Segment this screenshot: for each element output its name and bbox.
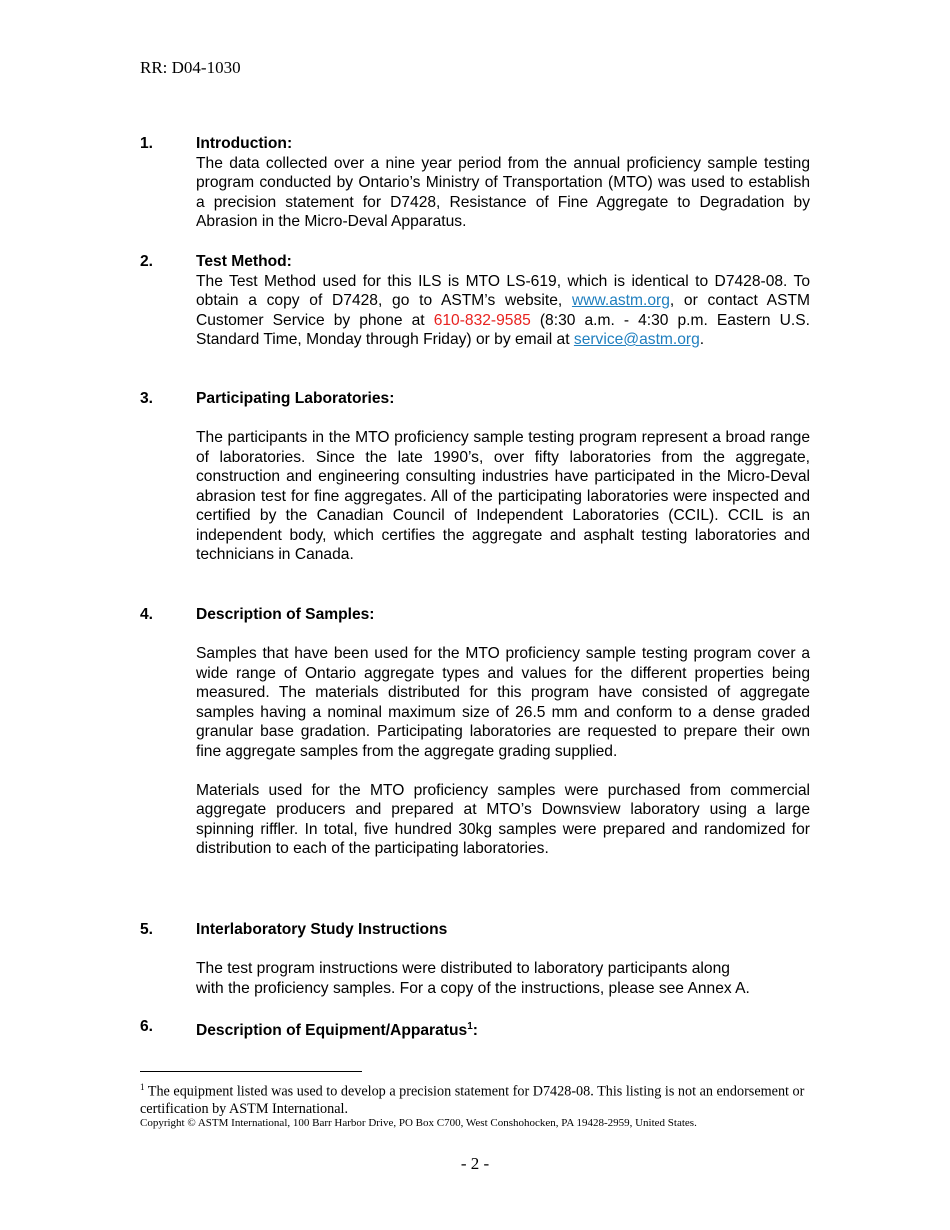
section-equipment — [140, 1017, 810, 1041]
paragraph-text: (8:30 a.m. - 4:30 p.m. Eastern U.S. Standard Time, Monday through Friday) or by email at — [196, 311, 810, 348]
section-paragraph: The participants in the MTO proficiency sample testing program represent a broad range of laboratories. Since the late 1990’s, over fifty laboratories from the aggregate, construction and engineering consulting industries have participated in the Micro-Deval abrasion test for fine aggregates. All of the participating laboratories were inspected and certified by the Canadian Council of Independent Laboratories (CCIL). CCIL is an independent body, which certifies the aggregate and asphalt testing laboratories and technicians in Canada. — [196, 429, 810, 563]
section-heading — [196, 1017, 810, 1041]
footnote-reference[interactable]: 1 — [467, 1021, 473, 1032]
footnote-marker: 1 — [140, 1082, 145, 1092]
section-paragraph: Materials used for the MTO proficiency samples were purchased from commercial aggregate producers and prepared at MTO’s Downsview laboratory using a large spinning riffler. In total, five hundred 30kg samples were prepared and randomized for distribution to each of the participating laboratories. — [196, 781, 810, 857]
paragraph-line: with the proficiency samples. For a copy of the instructions, please see Annex A. — [196, 979, 750, 997]
footnote-divider — [140, 1071, 362, 1072]
section-number: 4. — [140, 606, 154, 623]
section-number: 5. — [140, 921, 154, 938]
section-number: 3. — [140, 390, 154, 407]
heading-colon: : — [472, 1022, 478, 1040]
service-email-link[interactable]: service@astm.org — [573, 331, 700, 348]
paragraph-text: The Test Method used for this ILS is MTO LS-619, which is identical to D7428-08. To obtain a copy of D7428, go to ASTM’s website, — [196, 272, 810, 309]
section-number: 1. — [140, 135, 154, 152]
heading-text: Description of Equipment/Apparatus — [196, 1022, 468, 1040]
section-paragraph — [196, 272, 810, 350]
footnote — [140, 1079, 820, 1118]
section-ils-instructions — [140, 920, 810, 998]
section-test-method — [140, 252, 810, 350]
section-introduction — [140, 134, 810, 232]
astm-website-link[interactable]: www.astm.org — [571, 292, 670, 309]
page-number: - 2 - — [460, 1154, 490, 1173]
paragraph-line: The test program instructions were distributed to laboratory participants along — [196, 960, 730, 977]
phone-number: 610-832-9585 — [433, 311, 531, 329]
section-number: 2. — [140, 253, 154, 270]
section-participating-laboratories — [140, 389, 810, 565]
paragraph-text: . — [699, 331, 705, 348]
paragraph-text: , or contact ASTM Customer Service by phone at — [196, 292, 810, 329]
section-heading: Test Method: — [196, 253, 292, 270]
section-paragraph: Samples that have been used for the MTO proficiency sample testing program cover a wide range of Ontario aggregate types and values for the different properties being measured. The materials distributed for this program have consisted of aggregate samples having a nominal maximum size of 26.5 mm and conform to a dense graded granular base gradation. Participating laboratories are requested to prepare their own fine aggregate samples from the aggregate grading supplied. — [196, 645, 810, 760]
document-reference-header: RR: D04-1030 — [140, 58, 241, 77]
footnote-text: The equipment listed was used to develop a precision statement for D7428-08. This listing is not an endorsement or certification by ASTM International. — [140, 1083, 805, 1117]
section-paragraph — [196, 959, 810, 998]
copyright-notice: Copyright © ASTM International, 100 Barr Harbor Drive, PO Box C700, West Conshohocken, PA 19428-2959, United States. — [140, 1117, 697, 1129]
section-paragraph: The data collected over a nine year period from the annual proficiency sample testing program conducted by Ontario’s Ministry of Transportation (MTO) was used to establish a precision statement for D7428, Resistance of Fine Aggregate to Degradation by Abrasion in the Micro-Deval Apparatus. — [196, 154, 810, 230]
section-heading: Introduction: — [196, 135, 293, 152]
section-heading: Interlaboratory Study Instructions — [196, 921, 448, 938]
section-description-of-samples — [140, 605, 810, 859]
section-heading: Participating Laboratories: — [196, 390, 395, 407]
section-number: 6. — [140, 1018, 154, 1035]
section-heading: Description of Samples: — [196, 606, 375, 623]
